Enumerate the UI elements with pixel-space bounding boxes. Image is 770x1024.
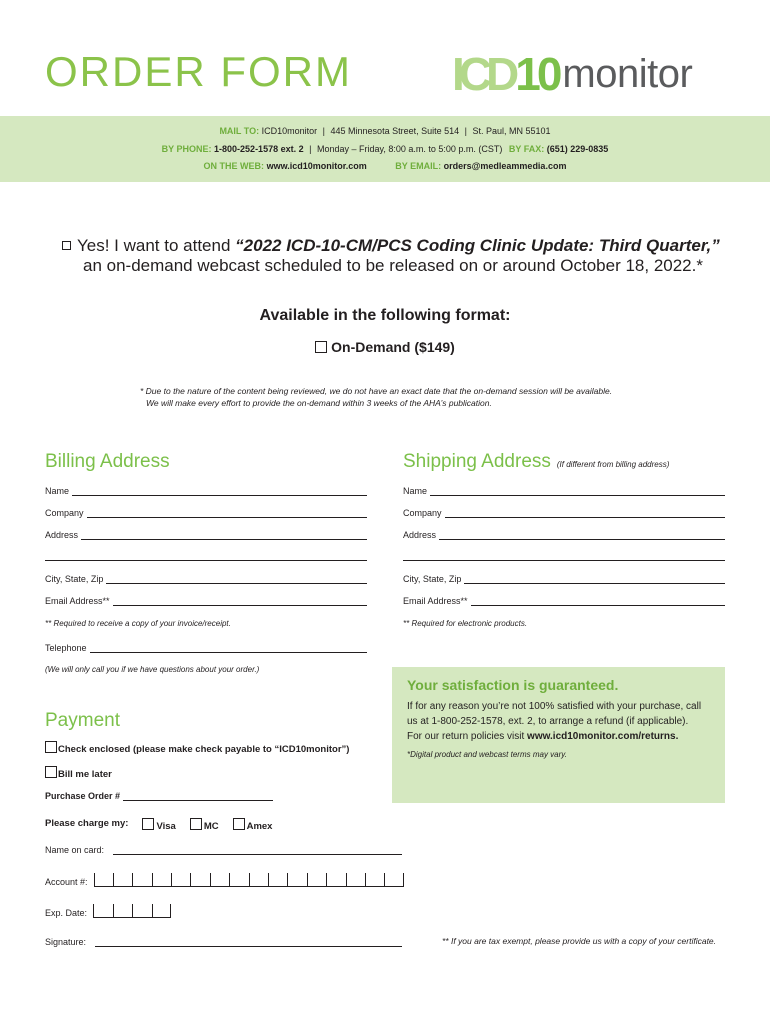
shipping-name-label: Name [403, 486, 428, 496]
billing-address-field[interactable] [45, 530, 367, 540]
shipping-email-note: ** Required for electronic products. [403, 619, 528, 628]
mail-address: 445 Minnesota Street, Suite 514 [330, 126, 460, 136]
mail-city: St. Paul, MN 55101 [472, 126, 551, 136]
payment-heading: Payment [45, 710, 120, 731]
account-digit-box[interactable] [346, 873, 365, 886]
billing-company-field[interactable] [45, 508, 367, 518]
bill-later-label: Bill me later [58, 769, 112, 780]
charge-options [45, 818, 272, 832]
billing-email-note: ** Required to receive a copy of your invoice/receipt. [45, 619, 231, 628]
account-digit-box[interactable] [365, 873, 384, 886]
billing-company-label: Company [45, 508, 84, 518]
mail-line [0, 126, 770, 136]
check-enclosed-option[interactable] [45, 741, 349, 755]
account-digit-box[interactable] [113, 873, 132, 886]
logo-icd: ICD [452, 48, 514, 100]
icd10monitor-logo [452, 48, 693, 100]
billing-city-label: City, State, Zip [45, 574, 104, 584]
signature-field[interactable] [45, 937, 402, 947]
telephone-field[interactable] [45, 643, 367, 653]
account-digit-box[interactable] [132, 873, 151, 886]
account-digit-box[interactable] [249, 873, 268, 886]
web-line [0, 161, 770, 171]
shipping-email-label: Email Address** [403, 596, 468, 606]
shipping-address-line-2[interactable] [403, 560, 725, 561]
billing-email-field[interactable] [45, 596, 367, 606]
exp-label: Exp. Date: [45, 908, 88, 918]
visa-option[interactable] [142, 818, 175, 832]
phone-hours: Monday – Friday, 8:00 a.m. to 5:00 p.m. (CST) [316, 144, 503, 154]
purchase-order-field[interactable] [45, 791, 273, 801]
amex-label: Amex [246, 821, 273, 832]
shipping-city-field[interactable] [403, 574, 725, 584]
account-digit-box[interactable] [152, 873, 171, 886]
telephone-label: Telephone [45, 643, 87, 653]
offer-line-1 [62, 235, 720, 256]
shipping-name-field[interactable] [403, 486, 725, 496]
mc-option[interactable] [190, 818, 219, 832]
guarantee-note: *Digital product and webcast terms may vary. [407, 750, 567, 759]
exp-digit-box[interactable] [113, 904, 133, 917]
shipping-company-label: Company [403, 508, 442, 518]
account-digit-box[interactable] [229, 873, 248, 886]
mc-checkbox[interactable] [190, 818, 202, 830]
format-heading: Available in the following format: [259, 307, 511, 324]
separator: | [322, 126, 326, 136]
bill-later-checkbox[interactable] [45, 766, 57, 778]
billing-address-label: Address [45, 530, 79, 540]
guarantee-line-2: us at 1-800-252-1578, ext. 2, to arrange a refund (if applicable). [407, 716, 689, 727]
purchase-order-label: Purchase Order # [45, 791, 121, 801]
logo-monitor: monitor [562, 52, 693, 96]
guarantee-line-3 [407, 729, 710, 744]
account-digit-box[interactable] [190, 873, 209, 886]
note-line-1: * Due to the nature of the content being reviewed, we do not have an exact date that the on-demand session will be available. [140, 386, 613, 396]
mc-label: MC [203, 821, 219, 832]
account-digit-box[interactable] [326, 873, 345, 886]
shipping-heading [403, 451, 669, 473]
exp-digit-box[interactable] [152, 904, 172, 917]
exp-digit-boxes[interactable] [93, 904, 171, 918]
fax-value[interactable]: (651) 229-0835 [546, 144, 609, 154]
account-digit-box[interactable] [307, 873, 326, 886]
offer-line-2: an on-demand webcast scheduled to be released on or around October 18, 2022.* [83, 256, 703, 275]
guarantee-box [392, 667, 725, 803]
billing-heading: Billing Address [45, 451, 170, 472]
phone-value[interactable]: 1-800-252-1578 ext. 2 [214, 144, 304, 154]
web-link[interactable]: www.icd10monitor.com [266, 161, 367, 171]
email-link[interactable]: orders@medleammedia.com [443, 161, 567, 171]
name-on-card-label: Name on card: [45, 845, 105, 855]
note-line-2: We will make every effort to provide the on-demand within 3 weeks of the AHA’s publication. [146, 398, 492, 408]
on-demand-checkbox[interactable] [315, 341, 327, 353]
attend-checkbox[interactable] [62, 241, 71, 250]
billing-city-field[interactable] [45, 574, 367, 584]
amex-option[interactable] [233, 818, 273, 832]
account-digit-box[interactable] [94, 873, 113, 886]
billing-email-label: Email Address** [45, 596, 110, 606]
exp-digit-box[interactable] [93, 904, 113, 917]
on-demand-option[interactable] [0, 339, 770, 355]
exp-date-field[interactable] [45, 904, 171, 918]
guarantee-line-1: If for any reason you’re not 100% satisfied with your purchase, call [407, 701, 702, 712]
check-enclosed-checkbox[interactable] [45, 741, 57, 753]
mail-name: ICD10monitor [261, 126, 318, 136]
account-digit-box[interactable] [210, 873, 229, 886]
account-digit-box[interactable] [171, 873, 190, 886]
exp-digit-box[interactable] [132, 904, 152, 917]
check-enclosed-label: Check enclosed (please make check payable to “ICD10monitor”) [58, 744, 350, 755]
phone-line [0, 144, 770, 154]
separator: | [464, 126, 467, 136]
shipping-email-field[interactable] [403, 596, 725, 606]
offer-title: “2022 ICD-10-CM/PCS Coding Clinic Update: Third Quarter,” [235, 236, 720, 255]
returns-link[interactable]: www.icd10monitor.com/returns. [527, 731, 679, 742]
telephone-note: (We will only call you if we have questions about your order.) [45, 665, 260, 674]
account-digit-box[interactable] [384, 873, 403, 886]
amex-checkbox[interactable] [233, 818, 245, 830]
logo-10: 10 [515, 48, 559, 100]
guarantee-text [407, 699, 710, 744]
account-label: Account #: [45, 877, 88, 887]
offer-prefix: Yes! I want to attend [77, 236, 236, 255]
phone-label: BY PHONE: [161, 144, 212, 154]
mail-label: MAIL TO: [219, 126, 260, 136]
signature-label: Signature: [45, 937, 87, 947]
shipping-heading-text: Shipping Address [403, 451, 551, 472]
charge-label: Please charge my: [45, 818, 129, 829]
email-label: BY EMAIL: [395, 161, 442, 171]
returns-prefix: For our return policies visit [407, 731, 528, 742]
billing-address-line-2[interactable] [45, 560, 367, 561]
account-number-field[interactable] [45, 873, 404, 887]
guarantee-heading: Your satisfaction is guaranteed. [407, 677, 619, 693]
account-digit-box[interactable] [268, 873, 287, 886]
tax-exempt-note: ** If you are tax exempt, please provide us with a copy of your certificate. [442, 936, 717, 946]
shipping-address-field[interactable] [403, 530, 725, 540]
shipping-address-label: Address [403, 530, 437, 540]
name-on-card-field[interactable] [45, 845, 402, 855]
visa-checkbox[interactable] [142, 818, 154, 830]
visa-label: Visa [156, 821, 176, 832]
billing-name-field[interactable] [45, 486, 367, 496]
bill-later-option[interactable] [45, 766, 112, 780]
billing-name-label: Name [45, 486, 70, 496]
fax-label: BY FAX: [508, 144, 545, 154]
account-digit-boxes[interactable] [94, 873, 404, 887]
account-digit-box[interactable] [287, 873, 306, 886]
on-demand-label: On-Demand ($149) [331, 339, 455, 355]
shipping-heading-note: (If different from billing address) [556, 460, 670, 469]
contact-band [0, 116, 770, 182]
separator: | [309, 144, 312, 154]
web-label: ON THE WEB: [203, 161, 265, 171]
page-title: ORDER FORM [45, 48, 352, 95]
shipping-company-field[interactable] [403, 508, 725, 518]
availability-note [140, 385, 612, 409]
shipping-city-label: City, State, Zip [403, 574, 462, 584]
